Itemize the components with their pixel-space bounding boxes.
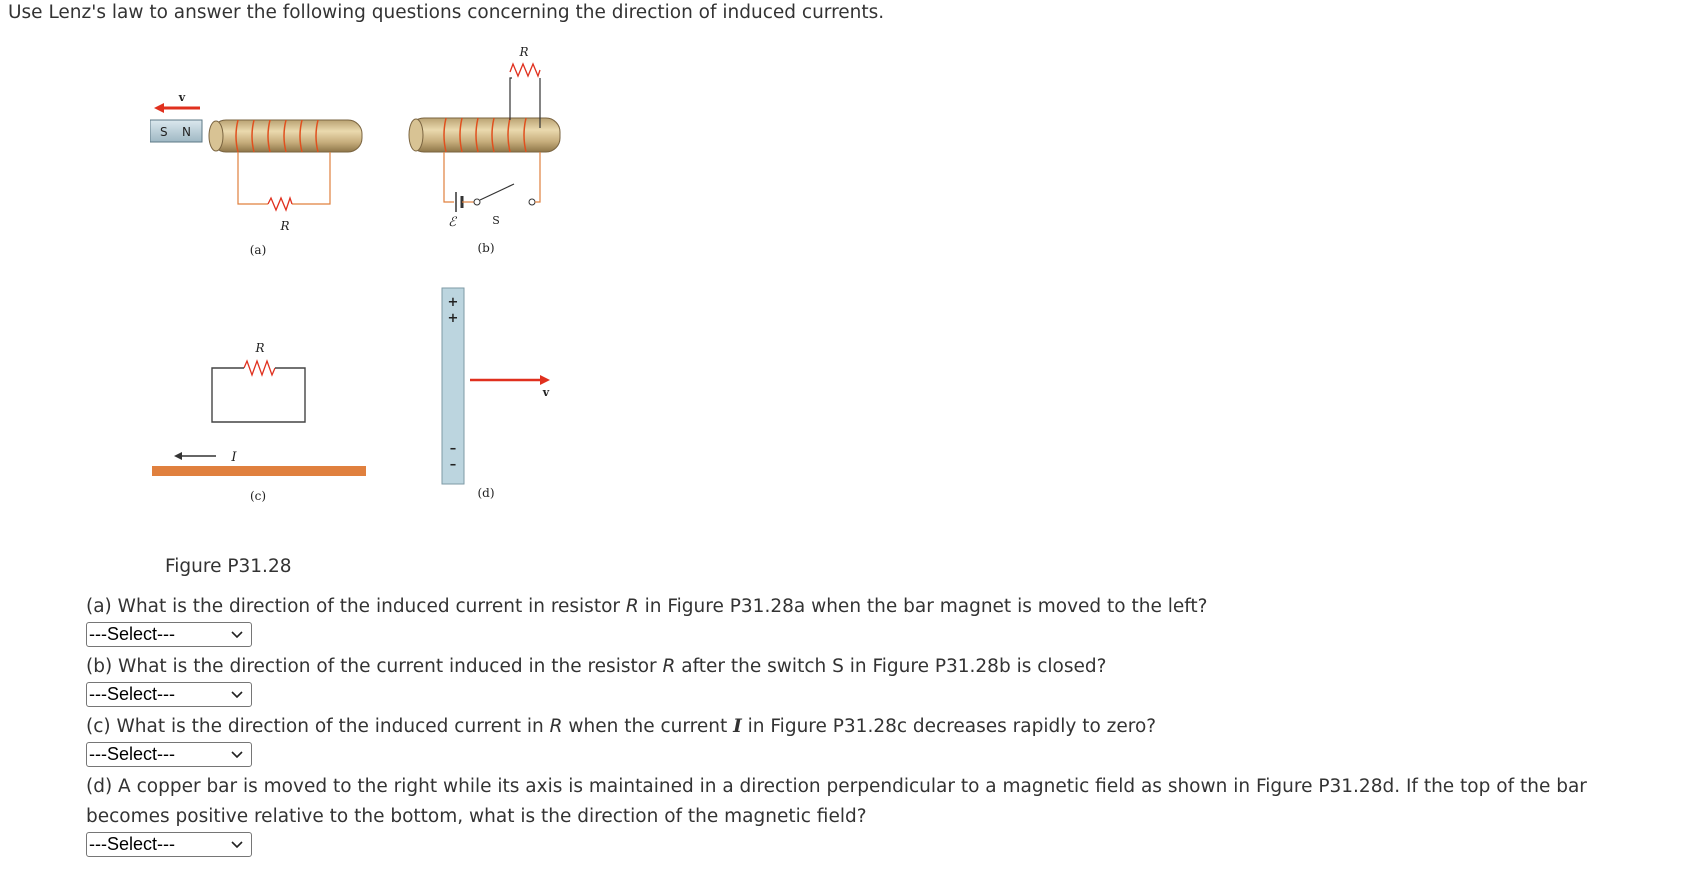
- question-c-text: (c) What is the direction of the induced current in R when the current I in Figure P31.28c decreases rapidly to zero?: [86, 716, 1157, 737]
- panel-a: [150, 91, 362, 257]
- circuit-wire-b: [444, 152, 454, 202]
- switch-label: S: [492, 214, 500, 227]
- panel-d-label: (d): [477, 486, 495, 500]
- question-c: [86, 712, 1686, 767]
- magnet-n-label: N: [182, 125, 191, 139]
- question-b: [86, 652, 1686, 707]
- answer-a-select[interactable]: [86, 622, 252, 647]
- velocity-label-d: v: [542, 386, 550, 399]
- resistor-c: [244, 361, 275, 375]
- answer-b-value: ---Select---: [89, 684, 175, 704]
- figure-p31-28: [150, 40, 610, 540]
- plus-top: +: [447, 295, 459, 310]
- chevron-down-icon: [229, 834, 245, 854]
- chevron-down-icon: [229, 684, 245, 704]
- plus-second: +: [447, 311, 459, 326]
- answer-d-value: ---Select---: [89, 834, 175, 854]
- answer-c-select[interactable]: [86, 742, 252, 767]
- loop-c: [212, 368, 305, 422]
- velocity-arrowhead: [154, 103, 164, 113]
- answer-d-select[interactable]: [86, 832, 252, 857]
- answer-b-select[interactable]: [86, 682, 252, 707]
- emf-label: ℰ: [448, 215, 456, 230]
- question-a: [86, 592, 1686, 647]
- circuit-wire-a: [238, 152, 268, 204]
- resistor-b-wire: [510, 78, 512, 120]
- current-label: I: [231, 450, 237, 465]
- bar-magnet: [150, 120, 202, 142]
- question-d-text-line1: (d) A copper bar is moved to the right while its axis is maintained in a direction perpendicular to a magnetic field as shown in Figure P31.28d. If the top of the bar: [86, 776, 1587, 797]
- answer-c-value: ---Select---: [89, 744, 175, 764]
- question-a-text: (a) What is the direction of the induced current in resistor R in Figure P31.28a when the bar magnet is moved to the left?: [86, 596, 1208, 617]
- chevron-down-icon: [229, 744, 245, 764]
- minus-first: –: [449, 441, 457, 456]
- question-d-text-line2: becomes positive relative to the bottom, what is the direction of the magnetic field?: [86, 806, 867, 827]
- magnet-s-label: S: [160, 125, 168, 139]
- resistor-b: [510, 64, 540, 76]
- answer-a-value: ---Select---: [89, 624, 175, 644]
- chevron-down-icon: [229, 624, 245, 644]
- figure-caption: Figure P31.28: [165, 556, 292, 577]
- panel-c: [152, 341, 366, 503]
- switch-s: [480, 184, 514, 200]
- solenoid-a: [212, 120, 362, 152]
- panel-b: [409, 45, 560, 255]
- panel-b-label: (b): [477, 241, 495, 255]
- resistor-a-label: R: [280, 219, 290, 233]
- resistor-a: [268, 198, 292, 210]
- solenoid-b: [410, 118, 560, 152]
- resistor-b-label: R: [519, 45, 529, 59]
- velocity-label: v: [178, 91, 186, 104]
- question-b-text: (b) What is the direction of the current induced in the resistor R after the switch S in Figure P31.28b is closed?: [86, 656, 1107, 677]
- panel-d: [442, 288, 550, 500]
- panel-a-label: (a): [249, 243, 267, 257]
- question-d: [86, 772, 1686, 857]
- minus-second: –: [449, 457, 457, 472]
- current-wire: [152, 466, 366, 476]
- panel-c-label: (c): [249, 489, 267, 503]
- instructions: Use Lenz's law to answer the following questions concerning the direction of induced currents.: [8, 2, 885, 23]
- resistor-c-label: R: [255, 341, 265, 355]
